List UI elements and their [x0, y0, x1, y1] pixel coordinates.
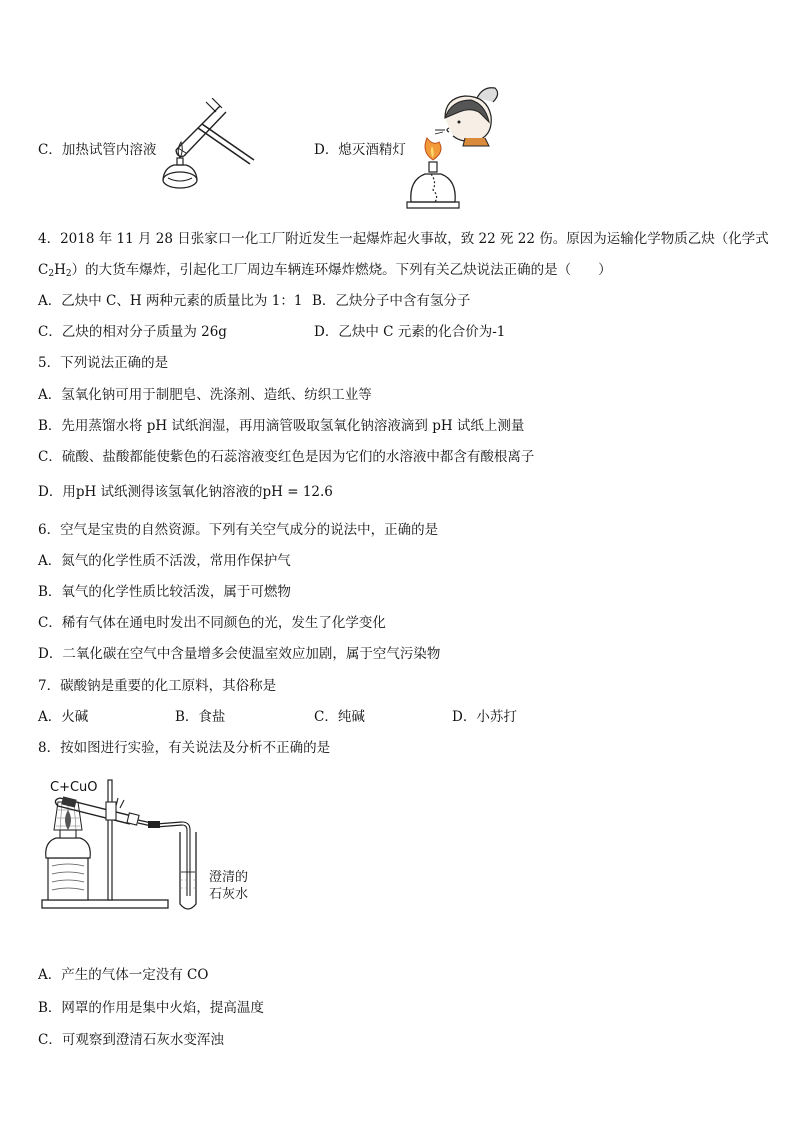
q5-option-a: A．氢氧化钠可用于制肥皂、洗涤剂、造纸、纺织工业等: [38, 387, 372, 403]
q6-option-a: A．氮气的化学性质不活泼，常用作保护气: [38, 553, 291, 569]
formula-h: H: [54, 262, 66, 278]
q4-option-a: A．乙炔中 C、H 两种元素的质量比为 1：1: [38, 293, 303, 309]
q8-option-b: B．网罩的作用是集中火焰，提高温度: [38, 1000, 264, 1016]
q8-option-a: A．产生的气体一定没有 CO: [38, 967, 209, 983]
extinguish-lamp-figure: [405, 82, 505, 216]
q8-option-c: C．可观察到澄清石灰水变浑浊: [38, 1032, 224, 1048]
q6-option-d: D．二氧化碳在空气中含量增多会使温室效应加剧，属于空气污染物: [38, 646, 441, 662]
q3-option-d: D．熄灭酒精灯: [314, 142, 406, 158]
q7-option-d: D．小苏打: [452, 709, 517, 725]
q5-option-c: C．硫酸、盐酸都能使紫色的石蕊溶液变红色是因为它们的水溶液中都含有酸根离子: [38, 449, 535, 465]
formula-c: C: [38, 262, 49, 278]
figure-label-limewater-2: 石灰水: [209, 887, 249, 902]
q7-stem: 7．碳酸钠是重要的化工原料，其俗称是: [38, 678, 277, 694]
figure-label-reactants: C+CuO: [50, 780, 98, 795]
q7-option-c: C．纯碱: [314, 709, 365, 725]
q3-option-c: C．加热试管内溶液: [38, 142, 157, 158]
q4-stem-line2-text: ）的大货车爆炸，引起化工厂周边车辆连环爆炸燃烧。下列有关乙炔说法正确的是（ ）: [71, 262, 612, 278]
q5-option-d: D．用pH 试纸测得该氢氧化钠溶液的pH = 12.6: [38, 484, 333, 500]
formula-sub-1: 2: [48, 269, 55, 279]
q6-option-c: C．稀有气体在通电时发出不同颜色的光，发生了化学变化: [38, 615, 386, 631]
formula-sub-2: 2: [65, 269, 72, 279]
q4-option-c: C．乙炔的相对分子质量为 26g: [38, 324, 227, 340]
q6-option-b: B．氧气的化学性质比较活泼，属于可燃物: [38, 584, 291, 600]
q8-stem: 8．按如图进行实验，有关说法及分析不正确的是: [38, 740, 331, 756]
q4-stem-line2: [38, 261, 612, 283]
figure-label-limewater-1: 澄清的: [209, 870, 249, 885]
q4-option-b: B．乙炔分子中含有氢分子: [312, 293, 471, 309]
q5-stem: 5．下列说法正确的是: [38, 355, 169, 371]
q7-option-a: A．火碱: [38, 709, 89, 725]
c-cuo-reduction-apparatus-figure: [40, 776, 210, 916]
heating-test-tube-figure: [158, 98, 260, 196]
q5-option-b: B．先用蒸馏水将 pH 试纸润湿，再用滴管吸取氢氧化钠溶液滴到 pH 试纸上测量: [38, 418, 525, 434]
q4-option-d: D．乙炔中 C 元素的化合价为-1: [314, 324, 506, 340]
q6-stem: 6．空气是宝贵的自然资源。下列有关空气成分的说法中，正确的是: [38, 522, 439, 538]
q7-option-b: B．食盐: [175, 709, 226, 725]
q4-stem-line1: 4．2018 年 11 月 28 日张家口一化工厂附近发生一起爆炸起火事故，致 22 死 22 伤。原因为运输化学物质乙炔（化学式: [38, 231, 769, 247]
